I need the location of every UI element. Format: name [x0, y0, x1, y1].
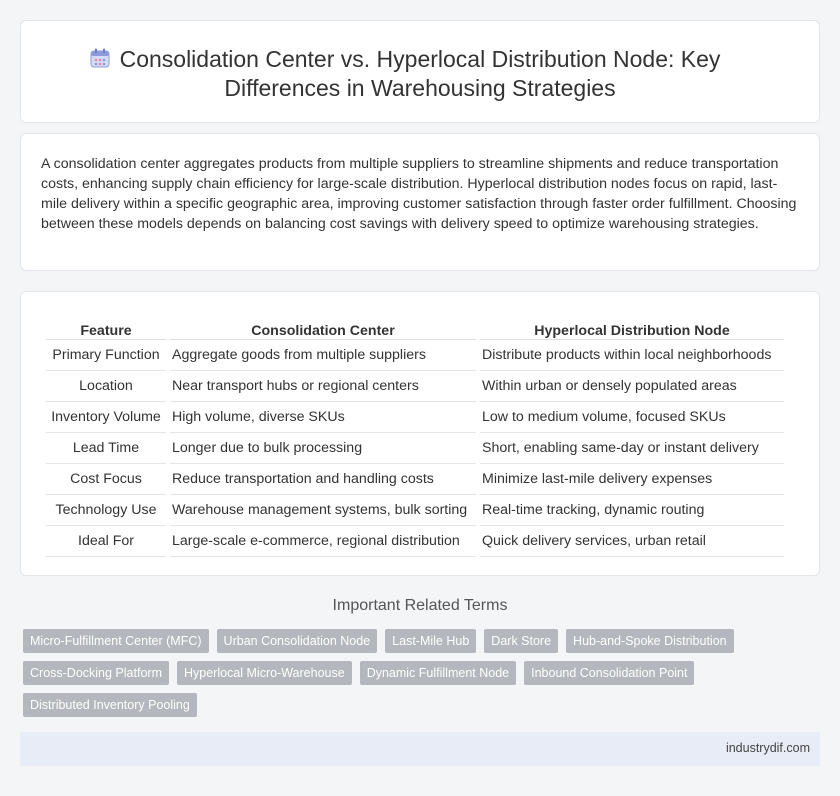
summary-paragraph: A consolidation center aggregates products from multiple suppliers to streamline shipments and reduce transportation costs, enhancing supply chain efficiency for large-scale distribution. Hyperlocal distribution nodes focus on rapid, last-mile delivery within a specific geographic area, improving customer satisfaction through faster order fulfillment. Choosing between these models depends on balancing cost savings with delivery speed to optimize warehousing strategies.: [41, 156, 797, 232]
hyperlocal-node-cell: Within urban or densely populated areas: [480, 371, 784, 402]
related-terms-row: [23, 661, 823, 693]
consolidation-center-cell: Warehouse management systems, bulk sorting: [170, 495, 476, 526]
table-row: [46, 433, 784, 464]
comparison-table-card: [20, 291, 820, 576]
footer-source: industrydif.com: [725, 741, 810, 755]
table-row: [46, 464, 784, 495]
table-header-row: [46, 314, 784, 340]
table-row: [46, 371, 784, 402]
related-term-tag[interactable]: Inbound Consolidation Point: [524, 661, 694, 685]
hyperlocal-node-cell: Low to medium volume, focused SKUs: [480, 402, 784, 433]
page-title-line-2: Differences in Warehousing Strategies: [224, 75, 616, 101]
column-header-feature: Feature: [46, 314, 166, 340]
related-term-tag[interactable]: Urban Consolidation Node: [217, 629, 378, 653]
footer: [20, 732, 820, 766]
related-term-tag[interactable]: Last-Mile Hub: [385, 629, 476, 653]
consolidation-center-cell: Large-scale e-commerce, regional distribution: [170, 526, 476, 557]
header-card: [20, 20, 820, 123]
hyperlocal-node-cell: Distribute products within local neighborhoods: [480, 340, 784, 371]
related-terms-title: Important Related Terms: [332, 597, 508, 614]
feature-cell: Cost Focus: [46, 464, 166, 495]
table-row: [46, 402, 784, 433]
related-term-tag[interactable]: Dynamic Fulfillment Node: [360, 661, 516, 685]
page-title-line-1: Consolidation Center vs. Hyperlocal Distribution Node: Key: [119, 46, 721, 72]
table-row: [46, 495, 784, 526]
related-term-tag[interactable]: Cross-Docking Platform: [23, 661, 169, 685]
consolidation-center-cell: High volume, diverse SKUs: [170, 402, 476, 433]
hyperlocal-node-cell: Quick delivery services, urban retail: [480, 526, 784, 557]
related-terms-row: [23, 629, 823, 661]
related-term-tag[interactable]: Distributed Inventory Pooling: [23, 693, 197, 717]
column-header-hyperlocal-node: Hyperlocal Distribution Node: [480, 314, 784, 340]
hyperlocal-node-cell: Short, enabling same-day or instant delivery: [480, 433, 784, 464]
related-term-tag[interactable]: Hyperlocal Micro-Warehouse: [177, 661, 352, 685]
summary-card: [20, 133, 820, 271]
consolidation-center-cell: Near transport hubs or regional centers: [170, 371, 476, 402]
related-terms-list: [23, 629, 823, 725]
page-title: [21, 45, 819, 103]
feature-cell: Lead Time: [46, 433, 166, 464]
related-term-tag[interactable]: Hub-and-Spoke Distribution: [566, 629, 734, 653]
feature-cell: Location: [46, 371, 166, 402]
feature-cell: Ideal For: [46, 526, 166, 557]
table-row: [46, 340, 784, 371]
related-term-tag[interactable]: Dark Store: [484, 629, 558, 653]
related-terms-row: [23, 693, 823, 725]
hyperlocal-node-cell: Minimize last-mile delivery expenses: [480, 464, 784, 495]
related-term-tag[interactable]: Micro-Fulfillment Center (MFC): [23, 629, 209, 653]
consolidation-center-cell: Reduce transportation and handling costs: [170, 464, 476, 495]
hyperlocal-node-cell: Real-time tracking, dynamic routing: [480, 495, 784, 526]
comparison-table: [42, 314, 788, 557]
feature-cell: Primary Function: [46, 340, 166, 371]
table-row: [46, 526, 784, 557]
column-header-consolidation-center: Consolidation Center: [170, 314, 476, 340]
feature-cell: Technology Use: [46, 495, 166, 526]
feature-cell: Inventory Volume: [46, 402, 166, 433]
consolidation-center-cell: Longer due to bulk processing: [170, 433, 476, 464]
consolidation-center-cell: Aggregate goods from multiple suppliers: [170, 340, 476, 371]
